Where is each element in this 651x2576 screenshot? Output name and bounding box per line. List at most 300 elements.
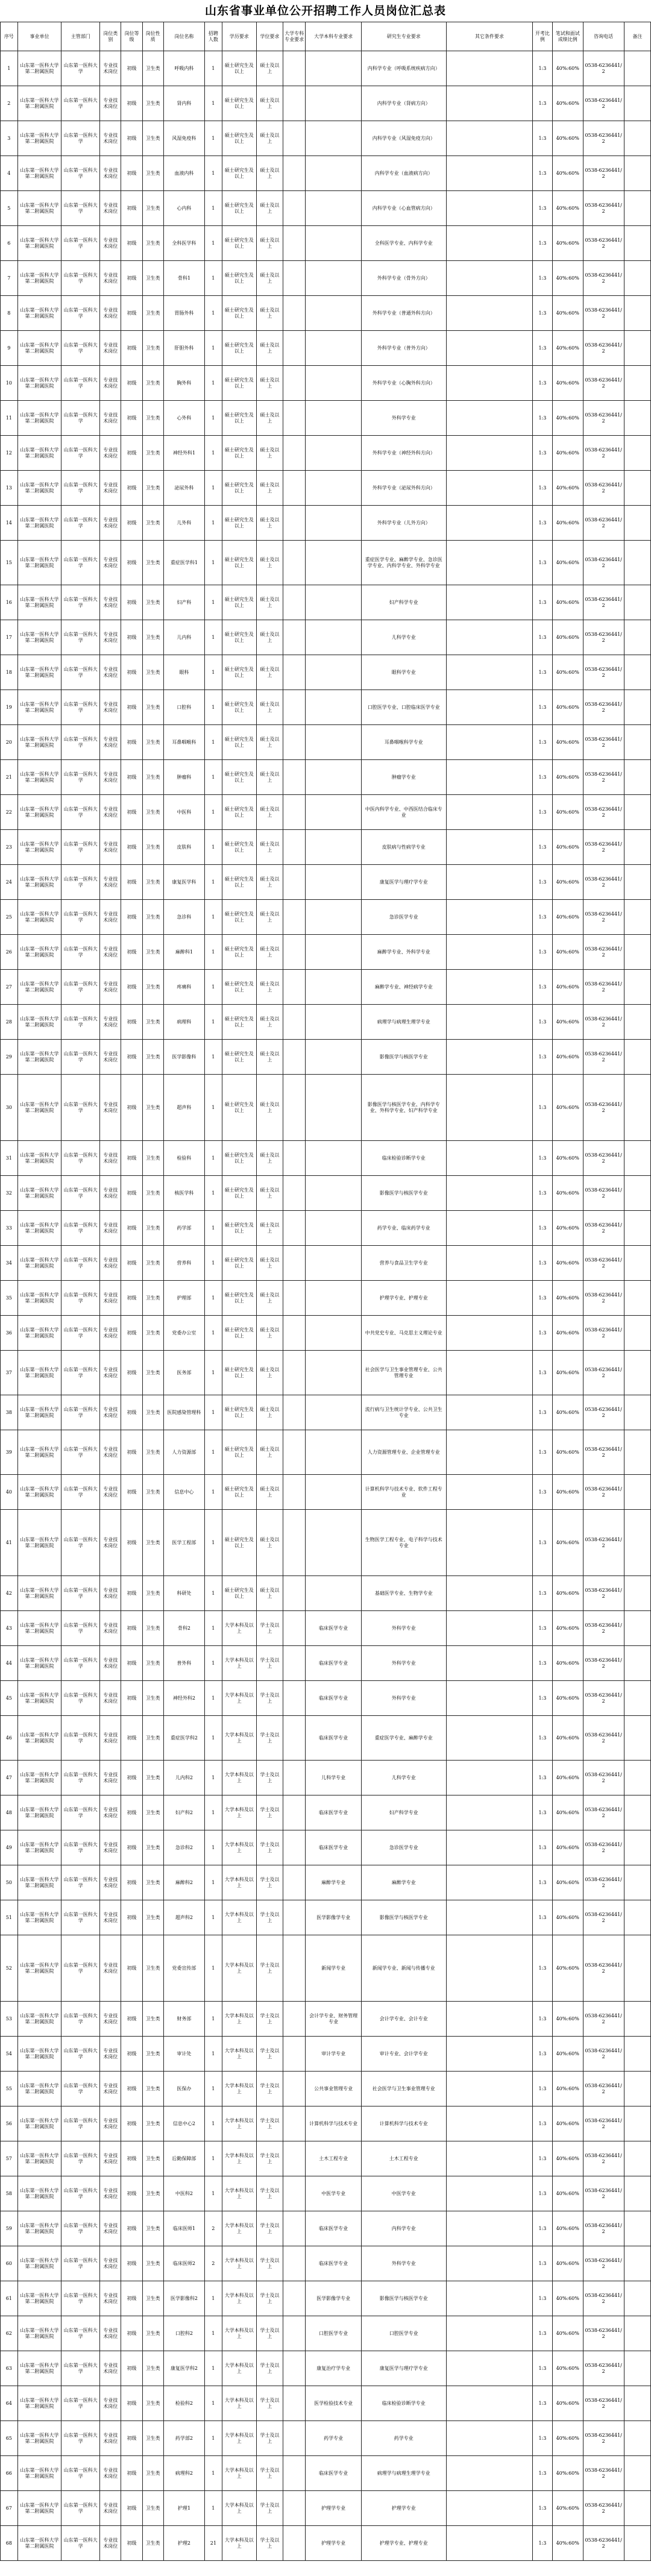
employer-cell: 山东第一医科大学第二附属医院 xyxy=(17,760,61,795)
graduate-major-cell: 外科学专业（骨外方向） xyxy=(361,261,446,296)
exam-ratio-cell: 1:3 xyxy=(532,2456,552,2491)
row-number: 46 xyxy=(1,1716,18,1761)
category-cell: 专业技术岗位 xyxy=(100,366,121,401)
level-cell: 初级 xyxy=(121,1761,142,1795)
graduate-major-cell: 病理学与病理生理学专业 xyxy=(361,1005,446,1040)
table-row xyxy=(1,1935,651,2002)
education-cell: 大学本科及以上 xyxy=(222,1900,256,1935)
nature-cell: 卫生类 xyxy=(142,296,163,331)
department-cell: 山东第一医科大学 xyxy=(61,2072,100,2106)
score-ratio-cell: 40%:60% xyxy=(552,261,583,296)
score-ratio-cell: 40%:60% xyxy=(552,1865,583,1900)
headcount-cell: 1 xyxy=(205,2141,222,2176)
score-ratio-cell: 40%:60% xyxy=(552,1351,583,1395)
position-cell: 麻醉科2 xyxy=(163,1865,204,1900)
other-requirements-cell xyxy=(446,2106,532,2141)
education-cell: 硕士研究生及以上 xyxy=(222,471,256,506)
exam-ratio-cell: 1:3 xyxy=(532,1716,552,1761)
degree-cell: 硕士及以上 xyxy=(256,1316,283,1351)
phone-cell: 0538-6236441/2 xyxy=(583,2246,624,2281)
table-row xyxy=(1,2316,651,2351)
education-cell: 硕士研究生及以上 xyxy=(222,436,256,471)
phone-cell: 0538-6236441/2 xyxy=(583,541,624,585)
other-requirements-cell xyxy=(446,1900,532,1935)
other-requirements-cell xyxy=(446,1681,532,1716)
level-cell: 初级 xyxy=(121,1040,142,1075)
table-row xyxy=(1,1510,651,1576)
other-requirements-cell xyxy=(446,1316,532,1351)
position-cell: 中医科2 xyxy=(163,2176,204,2211)
other-requirements-cell xyxy=(446,1795,532,1830)
education-cell: 硕士研究生及以上 xyxy=(222,296,256,331)
exam-ratio-cell: 1:3 xyxy=(532,1510,552,1576)
row-number: 15 xyxy=(1,541,18,585)
table-row xyxy=(1,1475,651,1510)
score-ratio-cell: 40%:60% xyxy=(552,226,583,261)
undergrad-major-cell xyxy=(306,1246,361,1281)
education-cell: 硕士研究生及以上 xyxy=(222,51,256,86)
education-cell: 硕士研究生及以上 xyxy=(222,541,256,585)
department-cell: 山东第一医科大学 xyxy=(61,795,100,830)
level-cell: 初级 xyxy=(121,86,142,121)
graduate-major-cell: 外科学专业（神经外科方向） xyxy=(361,436,446,471)
exam-ratio-cell: 1:3 xyxy=(532,760,552,795)
education-cell: 硕士研究生及以上 xyxy=(222,865,256,900)
nature-cell: 卫生类 xyxy=(142,935,163,970)
score-ratio-cell: 40%:60% xyxy=(552,86,583,121)
phone-cell: 0538-6236441/2 xyxy=(583,2351,624,2386)
table-row xyxy=(1,2141,651,2176)
other-requirements-cell xyxy=(446,2491,532,2526)
department-cell: 山东第一医科大学 xyxy=(61,1830,100,1865)
category-cell: 专业技术岗位 xyxy=(100,471,121,506)
nature-cell: 卫生类 xyxy=(142,1830,163,1865)
column-header: 开考比例 xyxy=(532,22,552,51)
level-cell: 初级 xyxy=(121,1900,142,1935)
remarks-cell xyxy=(624,226,650,261)
headcount-cell: 1 xyxy=(205,1176,222,1211)
remarks-cell xyxy=(624,2491,650,2526)
exam-ratio-cell: 1:3 xyxy=(532,1211,552,1246)
remarks-cell xyxy=(624,2351,650,2386)
other-requirements-cell xyxy=(446,1475,532,1510)
exam-ratio-cell: 1:3 xyxy=(532,366,552,401)
other-requirements-cell xyxy=(446,935,532,970)
other-requirements-cell xyxy=(446,1761,532,1795)
degree-cell: 硕士及以上 xyxy=(256,436,283,471)
score-ratio-cell: 40%:60% xyxy=(552,1246,583,1281)
score-ratio-cell: 40%:60% xyxy=(552,830,583,865)
undergrad-major-cell xyxy=(306,795,361,830)
employer-cell: 山东第一医科大学第二附属医院 xyxy=(17,2002,61,2037)
remarks-cell xyxy=(624,1681,650,1716)
phone-cell: 0538-6236441/2 xyxy=(583,970,624,1005)
exam-ratio-cell: 1:3 xyxy=(532,2246,552,2281)
undergrad-major-cell xyxy=(306,1176,361,1211)
phone-cell: 0538-6236441/2 xyxy=(583,2211,624,2246)
position-cell: 中医科 xyxy=(163,795,204,830)
nature-cell: 卫生类 xyxy=(142,1005,163,1040)
undergrad-major-cell xyxy=(306,585,361,620)
score-ratio-cell: 40%:60% xyxy=(552,1075,583,1141)
remarks-cell xyxy=(624,1576,650,1611)
undergrad-major-cell xyxy=(306,156,361,191)
undergrad-major-cell: 临床医学专业 xyxy=(306,2211,361,2246)
exam-ratio-cell: 1:3 xyxy=(532,970,552,1005)
degree-cell: 学士及以上 xyxy=(256,2456,283,2491)
category-cell: 专业技术岗位 xyxy=(100,2106,121,2141)
graduate-major-cell: 儿科学专业 xyxy=(361,1761,446,1795)
remarks-cell xyxy=(624,1865,650,1900)
row-number: 37 xyxy=(1,1351,18,1395)
undergrad-major-cell: 临床医学专业 xyxy=(306,1830,361,1865)
phone-cell: 0538-6236441/2 xyxy=(583,2386,624,2421)
degree-cell: 学士及以上 xyxy=(256,2037,283,2072)
other-requirements-cell xyxy=(446,585,532,620)
degree-cell: 硕士及以上 xyxy=(256,690,283,725)
category-cell: 专业技术岗位 xyxy=(100,1900,121,1935)
remarks-cell xyxy=(624,1075,650,1141)
graduate-major-cell: 计算机科学与技术专业、软件工程专业 xyxy=(361,1475,446,1510)
undergrad-major-cell xyxy=(306,830,361,865)
college-major-cell xyxy=(283,2002,305,2037)
undergrad-major-cell: 医学影像学专业 xyxy=(306,2281,361,2316)
other-requirements-cell xyxy=(446,725,532,760)
table-row xyxy=(1,506,651,541)
department-cell: 山东第一医科大学 xyxy=(61,690,100,725)
category-cell: 专业技术岗位 xyxy=(100,2176,121,2211)
employer-cell: 山东第一医科大学第二附属医院 xyxy=(17,436,61,471)
category-cell: 专业技术岗位 xyxy=(100,690,121,725)
degree-cell: 硕士及以上 xyxy=(256,970,283,1005)
exam-ratio-cell: 1:3 xyxy=(532,935,552,970)
column-header: 学历要求 xyxy=(222,22,256,51)
position-cell: 神经外科1 xyxy=(163,436,204,471)
college-major-cell xyxy=(283,296,305,331)
degree-cell: 学士及以上 xyxy=(256,1716,283,1761)
graduate-major-cell: 急诊医学专业 xyxy=(361,1830,446,1865)
table-row xyxy=(1,795,651,830)
graduate-major-cell: 护理学专业、护理专业 xyxy=(361,1281,446,1316)
employer-cell: 山东第一医科大学第二附属医院 xyxy=(17,830,61,865)
score-ratio-cell: 40%:60% xyxy=(552,1646,583,1681)
degree-cell: 学士及以上 xyxy=(256,2246,283,2281)
position-cell: 财务部 xyxy=(163,2002,204,2037)
nature-cell: 卫生类 xyxy=(142,760,163,795)
category-cell: 专业技术岗位 xyxy=(100,1716,121,1761)
table-row xyxy=(1,1075,651,1141)
exam-ratio-cell: 1:3 xyxy=(532,471,552,506)
other-requirements-cell xyxy=(446,1865,532,1900)
undergrad-major-cell: 药学专业 xyxy=(306,2421,361,2456)
degree-cell: 硕士及以上 xyxy=(256,1281,283,1316)
other-requirements-cell xyxy=(446,2316,532,2351)
other-requirements-cell xyxy=(446,366,532,401)
department-cell: 山东第一医科大学 xyxy=(61,2002,100,2037)
category-cell: 专业技术岗位 xyxy=(100,1281,121,1316)
education-cell: 大学本科及以上 xyxy=(222,1611,256,1646)
category-cell: 专业技术岗位 xyxy=(100,1830,121,1865)
phone-cell: 0538-6236441/2 xyxy=(583,2176,624,2211)
other-requirements-cell xyxy=(446,226,532,261)
phone-cell: 0538-6236441/2 xyxy=(583,795,624,830)
other-requirements-cell xyxy=(446,655,532,690)
graduate-major-cell: 药学专业、临床药学专业 xyxy=(361,1211,446,1246)
undergrad-major-cell xyxy=(306,86,361,121)
phone-cell: 0538-6236441/2 xyxy=(583,1865,624,1900)
table-row xyxy=(1,2072,651,2106)
undergrad-major-cell xyxy=(306,1040,361,1075)
phone-cell: 0538-6236441/2 xyxy=(583,366,624,401)
employer-cell: 山东第一医科大学第二附属医院 xyxy=(17,156,61,191)
exam-ratio-cell: 1:3 xyxy=(532,2351,552,2386)
level-cell: 初级 xyxy=(121,725,142,760)
position-cell: 耳鼻咽喉科 xyxy=(163,725,204,760)
degree-cell: 硕士及以上 xyxy=(256,830,283,865)
graduate-major-cell: 口腔医学专业、口腔临床医学专业 xyxy=(361,690,446,725)
level-cell: 初级 xyxy=(121,900,142,935)
education-cell: 硕士研究生及以上 xyxy=(222,1141,256,1176)
department-cell: 山东第一医科大学 xyxy=(61,760,100,795)
headcount-cell: 1 xyxy=(205,191,222,226)
nature-cell: 卫生类 xyxy=(142,1510,163,1576)
exam-ratio-cell: 1:3 xyxy=(532,2491,552,2526)
position-cell: 营养科 xyxy=(163,1246,204,1281)
education-cell: 硕士研究生及以上 xyxy=(222,401,256,436)
table-row xyxy=(1,690,651,725)
graduate-major-cell: 麻醉学专业、神经病学专业 xyxy=(361,970,446,1005)
phone-cell: 0538-6236441/2 xyxy=(583,296,624,331)
remarks-cell xyxy=(624,2281,650,2316)
phone-cell: 0538-6236441/2 xyxy=(583,725,624,760)
education-cell: 大学本科及以上 xyxy=(222,2002,256,2037)
employer-cell: 山东第一医科大学第二附属医院 xyxy=(17,86,61,121)
undergrad-major-cell xyxy=(306,725,361,760)
nature-cell: 卫生类 xyxy=(142,1475,163,1510)
score-ratio-cell: 40%:60% xyxy=(552,2002,583,2037)
employer-cell: 山东第一医科大学第二附属医院 xyxy=(17,401,61,436)
level-cell: 初级 xyxy=(121,2491,142,2526)
graduate-major-cell: 外科学专业 xyxy=(361,2246,446,2281)
score-ratio-cell: 40%:60% xyxy=(552,935,583,970)
college-major-cell xyxy=(283,191,305,226)
phone-cell: 0538-6236441/2 xyxy=(583,191,624,226)
headcount-cell: 1 xyxy=(205,1611,222,1646)
graduate-major-cell: 眼科学专业 xyxy=(361,655,446,690)
graduate-major-cell: 外科学专业 xyxy=(361,401,446,436)
category-cell: 专业技术岗位 xyxy=(100,2526,121,2561)
headcount-cell: 1 xyxy=(205,865,222,900)
remarks-cell xyxy=(624,366,650,401)
degree-cell: 硕士及以上 xyxy=(256,471,283,506)
college-major-cell xyxy=(283,795,305,830)
employer-cell: 山东第一医科大学第二附属医院 xyxy=(17,1351,61,1395)
department-cell: 山东第一医科大学 xyxy=(61,585,100,620)
college-major-cell xyxy=(283,156,305,191)
score-ratio-cell: 40%:60% xyxy=(552,725,583,760)
nature-cell: 卫生类 xyxy=(142,1795,163,1830)
graduate-major-cell: 土木工程专业 xyxy=(361,2141,446,2176)
headcount-cell: 1 xyxy=(205,2491,222,2526)
row-number: 53 xyxy=(1,2002,18,2037)
remarks-cell xyxy=(624,655,650,690)
exam-ratio-cell: 1:3 xyxy=(532,795,552,830)
graduate-major-cell: 重症医学专业、麻醉学专业 xyxy=(361,1716,446,1761)
table-row xyxy=(1,471,651,506)
row-number: 48 xyxy=(1,1795,18,1830)
position-cell: 审计处 xyxy=(163,2037,204,2072)
category-cell: 专业技术岗位 xyxy=(100,296,121,331)
other-requirements-cell xyxy=(446,1611,532,1646)
nature-cell: 卫生类 xyxy=(142,1430,163,1475)
undergrad-major-cell xyxy=(306,1075,361,1141)
graduate-major-cell: 康复医学与理疗学专业 xyxy=(361,2351,446,2386)
graduate-major-cell: 影像医学与核医学专业 xyxy=(361,1176,446,1211)
exam-ratio-cell: 1:3 xyxy=(532,1075,552,1141)
nature-cell: 卫生类 xyxy=(142,1576,163,1611)
level-cell: 初级 xyxy=(121,795,142,830)
table-row xyxy=(1,970,651,1005)
undergrad-major-cell xyxy=(306,620,361,655)
remarks-cell xyxy=(624,1211,650,1246)
row-number: 32 xyxy=(1,1176,18,1211)
degree-cell: 学士及以上 xyxy=(256,1935,283,2002)
row-number: 36 xyxy=(1,1316,18,1351)
table-row xyxy=(1,1646,651,1681)
score-ratio-cell: 40%:60% xyxy=(552,1935,583,2002)
score-ratio-cell: 40%:60% xyxy=(552,1281,583,1316)
exam-ratio-cell: 1:3 xyxy=(532,1430,552,1475)
nature-cell: 卫生类 xyxy=(142,1716,163,1761)
position-cell: 儿外科 xyxy=(163,506,204,541)
education-cell: 硕士研究生及以上 xyxy=(222,1176,256,1211)
level-cell: 初级 xyxy=(121,541,142,585)
other-requirements-cell xyxy=(446,261,532,296)
exam-ratio-cell: 1:3 xyxy=(532,1246,552,1281)
level-cell: 初级 xyxy=(121,2106,142,2141)
education-cell: 大学本科及以上 xyxy=(222,1830,256,1865)
headcount-cell: 1 xyxy=(205,1075,222,1141)
college-major-cell xyxy=(283,655,305,690)
education-cell: 硕士研究生及以上 xyxy=(222,1395,256,1430)
other-requirements-cell xyxy=(446,620,532,655)
row-number: 67 xyxy=(1,2491,18,2526)
position-cell: 检验科 xyxy=(163,1141,204,1176)
employer-cell: 山东第一医科大学第二附属医院 xyxy=(17,121,61,156)
headcount-cell: 1 xyxy=(205,1040,222,1075)
degree-cell: 硕士及以上 xyxy=(256,1075,283,1141)
undergrad-major-cell xyxy=(306,366,361,401)
category-cell: 专业技术岗位 xyxy=(100,1611,121,1646)
remarks-cell xyxy=(624,620,650,655)
graduate-major-cell: 外科学专业 xyxy=(361,1611,446,1646)
table-row xyxy=(1,1005,651,1040)
table-row xyxy=(1,2386,651,2421)
level-cell: 初级 xyxy=(121,261,142,296)
college-major-cell xyxy=(283,86,305,121)
education-cell: 硕士研究生及以上 xyxy=(222,935,256,970)
department-cell: 山东第一医科大学 xyxy=(61,51,100,86)
employer-cell: 山东第一医科大学第二附属医院 xyxy=(17,900,61,935)
score-ratio-cell: 40%:60% xyxy=(552,865,583,900)
level-cell: 初级 xyxy=(121,156,142,191)
nature-cell: 卫生类 xyxy=(142,121,163,156)
education-cell: 大学本科及以上 xyxy=(222,2141,256,2176)
headcount-cell: 1 xyxy=(205,366,222,401)
position-cell: 儿内科 xyxy=(163,620,204,655)
department-cell: 山东第一医科大学 xyxy=(61,1646,100,1681)
degree-cell: 硕士及以上 xyxy=(256,1246,283,1281)
undergrad-major-cell xyxy=(306,900,361,935)
level-cell: 初级 xyxy=(121,1351,142,1395)
headcount-cell: 1 xyxy=(205,1865,222,1900)
row-number: 39 xyxy=(1,1430,18,1475)
remarks-cell xyxy=(624,436,650,471)
score-ratio-cell: 40%:60% xyxy=(552,1681,583,1716)
degree-cell: 硕士及以上 xyxy=(256,1475,283,1510)
position-cell: 药学部 xyxy=(163,1211,204,1246)
exam-ratio-cell: 1:3 xyxy=(532,655,552,690)
undergrad-major-cell xyxy=(306,1395,361,1430)
undergrad-major-cell xyxy=(306,261,361,296)
college-major-cell xyxy=(283,1830,305,1865)
department-cell: 山东第一医科大学 xyxy=(61,261,100,296)
other-requirements-cell xyxy=(446,760,532,795)
row-number: 4 xyxy=(1,156,18,191)
employer-cell: 山东第一医科大学第二附属医院 xyxy=(17,2421,61,2456)
remarks-cell xyxy=(624,2386,650,2421)
row-number: 16 xyxy=(1,585,18,620)
remarks-cell xyxy=(624,1475,650,1510)
row-number: 57 xyxy=(1,2141,18,2176)
exam-ratio-cell: 1:3 xyxy=(532,296,552,331)
row-number: 11 xyxy=(1,401,18,436)
nature-cell: 卫生类 xyxy=(142,2072,163,2106)
category-cell: 专业技术岗位 xyxy=(100,1246,121,1281)
degree-cell: 硕士及以上 xyxy=(256,1176,283,1211)
other-requirements-cell xyxy=(446,541,532,585)
college-major-cell xyxy=(283,1900,305,1935)
table-row xyxy=(1,1611,651,1646)
table-row xyxy=(1,1176,651,1211)
education-cell: 大学本科及以上 xyxy=(222,1716,256,1761)
department-cell: 山东第一医科大学 xyxy=(61,1611,100,1646)
exam-ratio-cell: 1:3 xyxy=(532,1351,552,1395)
education-cell: 硕士研究生及以上 xyxy=(222,970,256,1005)
department-cell: 山东第一医科大学 xyxy=(61,655,100,690)
graduate-major-cell: 外科学专业（泌尿外科方向） xyxy=(361,471,446,506)
phone-cell: 0538-6236441/2 xyxy=(583,585,624,620)
exam-ratio-cell: 1:3 xyxy=(532,2072,552,2106)
undergrad-major-cell: 医学影像学专业 xyxy=(306,1900,361,1935)
headcount-cell: 1 xyxy=(205,471,222,506)
employer-cell: 山东第一医科大学第二附属医院 xyxy=(17,2386,61,2421)
exam-ratio-cell: 1:3 xyxy=(532,1761,552,1795)
nature-cell: 卫生类 xyxy=(142,1281,163,1316)
college-major-cell xyxy=(283,436,305,471)
employer-cell: 山东第一医科大学第二附属医院 xyxy=(17,296,61,331)
employer-cell: 山东第一医科大学第二附属医院 xyxy=(17,366,61,401)
education-cell: 硕士研究生及以上 xyxy=(222,1510,256,1576)
other-requirements-cell xyxy=(446,296,532,331)
score-ratio-cell: 40%:60% xyxy=(552,1395,583,1430)
exam-ratio-cell: 1:3 xyxy=(532,900,552,935)
phone-cell: 0538-6236441/2 xyxy=(583,2141,624,2176)
table-row xyxy=(1,191,651,226)
nature-cell: 卫生类 xyxy=(142,1075,163,1141)
education-cell: 大学本科及以上 xyxy=(222,2316,256,2351)
row-number: 68 xyxy=(1,2526,18,2561)
